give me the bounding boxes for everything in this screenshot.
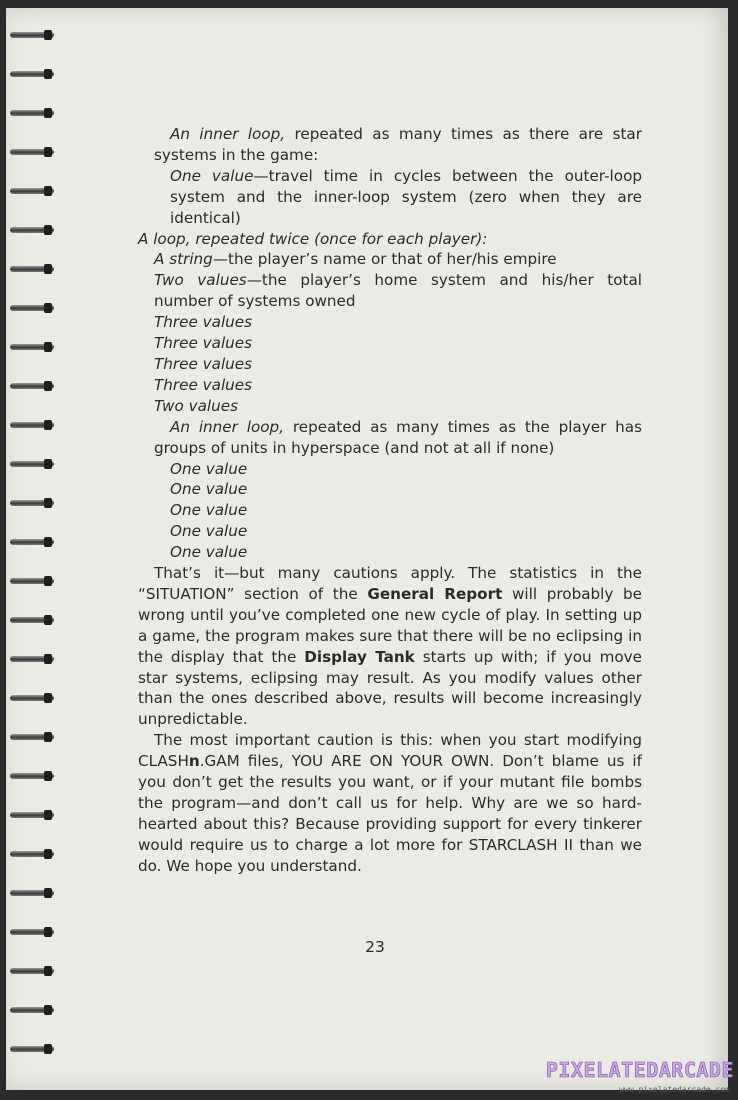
spiral-coil xyxy=(10,808,54,822)
one-value-travel-time-line: One value—travel time in cycles between the outer-loop system and the inner-loop system (zero when they are identical) xyxy=(170,166,642,227)
value-line: One value xyxy=(170,480,248,499)
spiral-coil xyxy=(10,223,54,237)
value-line: Three values xyxy=(154,313,253,332)
watermark-logo: PIXELATEDARCADE xyxy=(545,1058,734,1082)
spiral-coil xyxy=(10,262,54,276)
value-line: Three values xyxy=(154,354,253,373)
string-player-name-line: A string—the player’s name or that of her/his empire xyxy=(154,250,557,269)
value-line: One value xyxy=(170,501,248,520)
loop-repeated-twice-line: A loop, repeated twice (once for each player): xyxy=(138,229,488,248)
spiral-coil xyxy=(10,730,54,744)
spiral-coil xyxy=(10,418,54,432)
value-line: One value xyxy=(170,459,248,478)
spiral-coil xyxy=(10,886,54,900)
spiral-binding xyxy=(6,28,56,1088)
inner-loop-hyperspace-line: An inner loop, repeated as many times as the player has groups of units in hyperspace (and not at all if none) xyxy=(154,417,642,457)
spiral-coil xyxy=(10,535,54,549)
spiral-coil xyxy=(10,769,54,783)
page-number: 23 xyxy=(365,938,385,956)
spiral-coil xyxy=(10,652,54,666)
two-values-home-system-line: Two values—the player’s home system and his/her total number of systems owned xyxy=(154,271,642,311)
page-body-text xyxy=(138,124,642,877)
spiral-coil xyxy=(10,184,54,198)
spiral-coil xyxy=(10,106,54,120)
spiral-coil xyxy=(10,145,54,159)
spiral-coil xyxy=(10,964,54,978)
spiral-coil xyxy=(10,574,54,588)
value-line: One value xyxy=(170,522,248,541)
spiral-coil xyxy=(10,496,54,510)
spiral-coil xyxy=(10,1042,54,1056)
spiral-coil xyxy=(10,1003,54,1017)
cautions-paragraph: That’s it—but many cautions apply. The statistics in the “SITUATION” section of the General Report will probably be wrong until you’ve completed one new cycle of play. In setting up a game, the program makes sure that there will be no eclipsing in the display that the Display Tank starts up with; if you move star systems, eclipsing may result. As you modify values other than the ones described above, results will become increasingly unpredictable. xyxy=(138,564,643,729)
spiral-coil xyxy=(10,67,54,81)
spiral-coil xyxy=(10,340,54,354)
spiral-coil xyxy=(10,925,54,939)
value-line: Two values xyxy=(154,396,238,415)
spiral-coil xyxy=(10,457,54,471)
watermark-url: www.pixelatedarcade.com xyxy=(619,1085,730,1094)
value-line: One value xyxy=(170,543,248,562)
book-page xyxy=(6,8,728,1090)
important-caution-paragraph: The most important caution is this: when you start modifying CLASHn.GAM files, YOU ARE ON YOUR OWN. Don’t blame us if you don’t get the results you want, or if your mutant file bombs the program—and don’t call us for help. Why are we so hard-hearted about this? Because providing support for every tinkerer would require us to charge a lot more for STARCLASH II than we do. We hope you understand. xyxy=(138,731,642,875)
spiral-coil xyxy=(10,28,54,42)
value-line: Three values xyxy=(154,375,253,394)
spiral-coil xyxy=(10,613,54,627)
value-line: Three values xyxy=(154,334,253,353)
spiral-coil xyxy=(10,301,54,315)
spiral-coil xyxy=(10,847,54,861)
spiral-coil xyxy=(10,379,54,393)
inner-loop-star-systems-line: An inner loop, repeated as many times as there are star systems in the game: xyxy=(154,125,642,164)
spiral-coil xyxy=(10,691,54,705)
